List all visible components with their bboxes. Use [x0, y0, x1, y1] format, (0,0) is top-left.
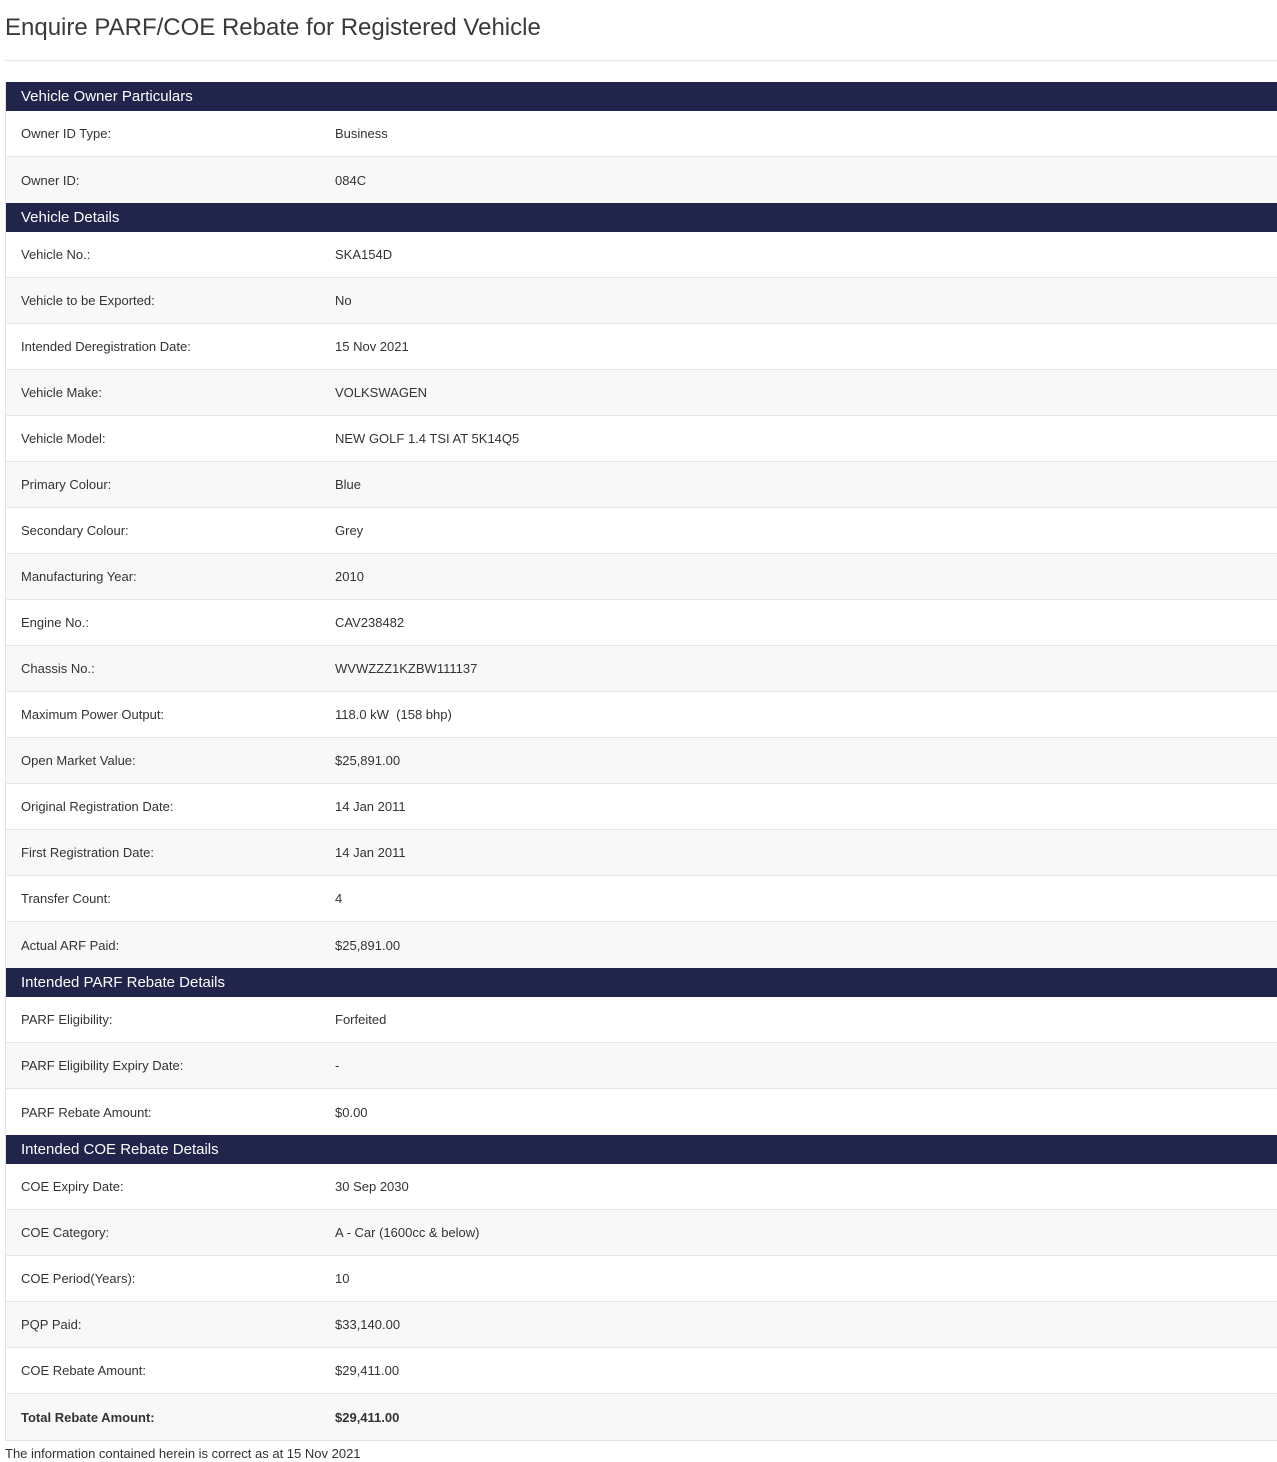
row-vehicle-make [6, 370, 1277, 416]
row-label: Transfer Count: [21, 891, 111, 906]
row-value: $25,891.00 [335, 753, 401, 768]
row-value: $29,411.00 [335, 1363, 400, 1378]
row-open-market-value [6, 738, 1277, 784]
row-label: PARF Eligibility: [21, 1012, 113, 1027]
row-coe-category [6, 1210, 1277, 1256]
section-header-owner: Vehicle Owner Particulars [6, 82, 1277, 111]
row-label: COE Rebate Amount: [21, 1363, 147, 1378]
row-pqp-paid [6, 1302, 1277, 1348]
row-label: PARF Eligibility Expiry Date: [21, 1058, 184, 1073]
row-value: 15 Nov 2021 [335, 339, 409, 354]
row-value: - [335, 1058, 340, 1073]
row-owner-id-type [6, 111, 1277, 157]
row-label: Maximum Power Output: [21, 707, 165, 722]
row-label: Vehicle Make: [21, 385, 102, 400]
title-divider [5, 60, 1277, 61]
row-value: Grey [335, 523, 364, 538]
section-owner-particulars [6, 82, 1277, 203]
row-value: 4 [335, 891, 343, 906]
row-label: Manufacturing Year: [21, 569, 137, 584]
row-value: NEW GOLF 1.4 TSI AT 5K14Q5 [335, 431, 520, 446]
row-intended-deregistration-date [6, 324, 1277, 370]
footer-note: The information contained herein is correct as at 15 Nov 2021 [5, 1446, 361, 1461]
section-parf-rebate [6, 968, 1277, 1135]
row-value: 14 Jan 2011 [335, 799, 406, 814]
row-value: SKA154D [335, 247, 393, 262]
row-label: COE Expiry Date: [21, 1179, 124, 1194]
row-vehicle-model [6, 416, 1277, 462]
row-value: 084C [335, 172, 367, 188]
row-value: 14 Jan 2011 [335, 845, 406, 860]
row-label: Vehicle No.: [21, 247, 91, 262]
row-label: Intended Deregistration Date: [21, 339, 191, 354]
page-title: Enquire PARF/COE Rebate for Registered Vehicle [5, 14, 541, 41]
row-value: Business [335, 126, 388, 141]
row-label: Vehicle to be Exported: [21, 293, 155, 308]
row-coe-rebate-amount [6, 1348, 1277, 1394]
row-value: $29,411.00 [335, 1409, 400, 1425]
row-manufacturing-year [6, 554, 1277, 600]
section-header-coe: Intended COE Rebate Details [6, 1135, 1277, 1164]
row-coe-expiry-date [6, 1164, 1277, 1210]
row-label: PARF Rebate Amount: [21, 1104, 152, 1120]
row-value: $25,891.00 [335, 937, 401, 953]
row-value: VOLKSWAGEN [335, 385, 427, 400]
row-parf-eligibility [6, 997, 1277, 1043]
row-first-registration-date [6, 830, 1277, 876]
row-label: Chassis No.: [21, 661, 95, 676]
row-label: Vehicle Model: [21, 431, 106, 446]
row-value: 2010 [335, 569, 364, 584]
section-vehicle-details [6, 203, 1277, 968]
row-secondary-colour [6, 508, 1277, 554]
row-owner-id [6, 157, 1277, 203]
row-value: $0.00 [335, 1104, 368, 1120]
row-label: First Registration Date: [21, 845, 154, 860]
row-label: Actual ARF Paid: [21, 937, 120, 953]
row-label: Primary Colour: [21, 477, 112, 492]
row-engine-no [6, 600, 1277, 646]
row-value: Forfeited [335, 1012, 387, 1027]
section-header-parf: Intended PARF Rebate Details [6, 968, 1277, 997]
row-label: Owner ID Type: [21, 126, 112, 141]
row-vehicle-to-be-exported [6, 278, 1277, 324]
row-maximum-power-output [6, 692, 1277, 738]
row-value: Blue [335, 477, 362, 492]
rebate-details-panel [5, 82, 1277, 1441]
row-value: A - Car (1600cc & below) [335, 1225, 480, 1240]
row-value: 10 [335, 1271, 350, 1286]
row-total-rebate-amount [6, 1394, 1277, 1440]
row-label: PQP Paid: [21, 1317, 82, 1332]
row-label: Owner ID: [21, 172, 80, 188]
row-label: Original Registration Date: [21, 799, 174, 814]
row-value: CAV238482 [335, 615, 405, 630]
row-label: Total Rebate Amount: [21, 1409, 155, 1425]
row-coe-period [6, 1256, 1277, 1302]
row-value: WVWZZZ1KZBW111137 [335, 661, 478, 676]
row-actual-arf-paid [6, 922, 1277, 968]
row-label: Secondary Colour: [21, 523, 129, 538]
row-vehicle-no [6, 232, 1277, 278]
row-value: 118.0 kW (158 bhp) [335, 707, 452, 722]
section-coe-rebate [6, 1135, 1277, 1440]
row-primary-colour [6, 462, 1277, 508]
section-header-vehicle: Vehicle Details [6, 203, 1277, 232]
row-chassis-no [6, 646, 1277, 692]
row-parf-rebate-amount [6, 1089, 1277, 1135]
row-value: 30 Sep 2030 [335, 1179, 409, 1194]
row-original-registration-date [6, 784, 1277, 830]
row-value: $33,140.00 [335, 1317, 401, 1332]
row-transfer-count [6, 876, 1277, 922]
row-label: COE Period(Years): [21, 1271, 136, 1286]
row-label: Engine No.: [21, 615, 89, 630]
row-value: No [335, 293, 352, 308]
row-parf-eligibility-expiry-date [6, 1043, 1277, 1089]
row-label: COE Category: [21, 1225, 110, 1240]
row-label: Open Market Value: [21, 753, 136, 768]
